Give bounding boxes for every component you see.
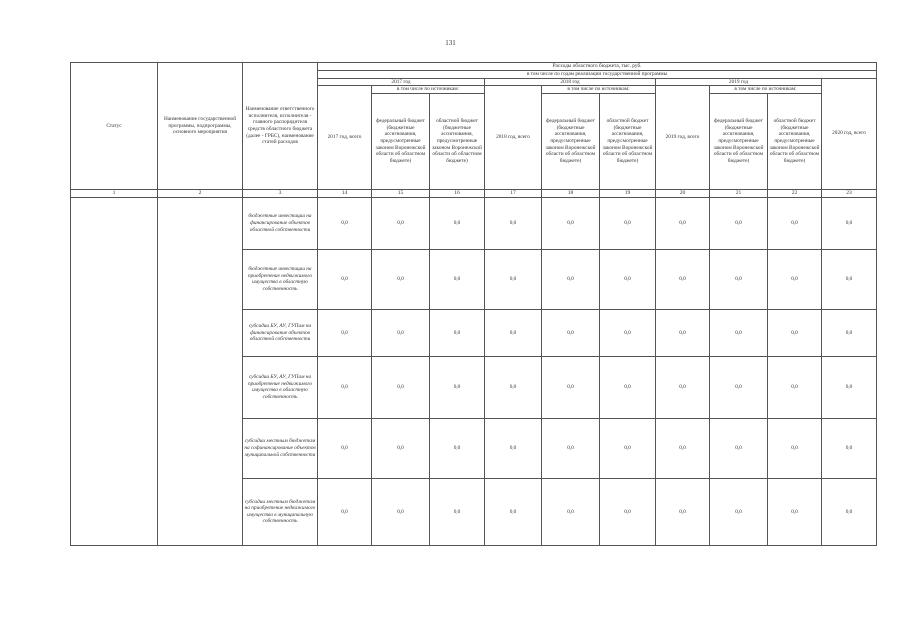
value-cell: 0,0 <box>710 249 768 309</box>
value-cell: 0,0 <box>656 418 710 478</box>
column-number: 19 <box>600 189 656 197</box>
column-number: 18 <box>542 189 600 197</box>
column-number: 17 <box>485 189 542 197</box>
value-cell: 0,0 <box>768 309 822 356</box>
value-cell: 0,0 <box>430 356 485 418</box>
value-cell: 0,0 <box>600 418 656 478</box>
column-number: 1 <box>71 189 158 197</box>
header-federal-2017: федеральный бюджет (бюджетные ассигнования, предусмотренные законом Воронежской области об областном бюджете) <box>372 93 430 189</box>
value-cell: 0,0 <box>600 356 656 418</box>
value-cell: 0,0 <box>656 478 710 545</box>
expense-item-name: субсидии местным бюджетам на софинансирование объектов муниципальной собственности <box>243 418 318 478</box>
header-by-years: в том числе по годам реализации государственной программы <box>318 71 877 79</box>
header-sources-2019: в том числе по источникам: <box>710 86 822 94</box>
value-cell: 0,0 <box>430 418 485 478</box>
header-sources-2017: в том числе по источникам: <box>372 86 485 94</box>
header-year-2017: 2017 год <box>318 78 485 86</box>
value-cell: 0,0 <box>318 309 372 356</box>
expense-item-name: бюджетные инвестиции на финансирование объектов областной собственности <box>243 197 318 249</box>
value-cell: 0,0 <box>485 356 542 418</box>
value-cell: 0,0 <box>485 249 542 309</box>
value-cell: 0,0 <box>822 356 877 418</box>
column-number: 2 <box>158 189 243 197</box>
value-cell: 0,0 <box>710 478 768 545</box>
value-cell: 0,0 <box>485 309 542 356</box>
header-program-name: Наименование государственной программы, подпрограммы, основного мероприятия <box>158 63 243 190</box>
value-cell: 0,0 <box>656 197 710 249</box>
header-year-2019: 2019 год <box>656 78 822 86</box>
column-number: 16 <box>430 189 485 197</box>
value-cell: 0,0 <box>542 309 600 356</box>
value-cell: 0,0 <box>710 356 768 418</box>
value-cell: 0,0 <box>600 197 656 249</box>
expense-item-name: субсидии БУ, АУ, ГУПам на финансирование объектов областной собственности <box>243 309 318 356</box>
value-cell: 0,0 <box>656 356 710 418</box>
value-cell: 0,0 <box>768 478 822 545</box>
header-sources-2018: в том числе по источникам: <box>542 86 656 94</box>
program-cell <box>158 197 243 545</box>
value-cell: 0,0 <box>430 478 485 545</box>
value-cell: 0,0 <box>768 249 822 309</box>
header-total-2018: 2018 год, всего <box>485 86 542 190</box>
value-cell: 0,0 <box>600 309 656 356</box>
column-number: 15 <box>372 189 430 197</box>
value-cell: 0,0 <box>822 309 877 356</box>
value-cell: 0,0 <box>710 418 768 478</box>
value-cell: 0,0 <box>372 478 430 545</box>
value-cell: 0,0 <box>822 249 877 309</box>
value-cell: 0,0 <box>822 478 877 545</box>
value-cell: 0,0 <box>710 309 768 356</box>
value-cell: 0,0 <box>485 418 542 478</box>
value-cell: 0,0 <box>656 309 710 356</box>
value-cell: 0,0 <box>318 197 372 249</box>
header-federal-2018: федеральный бюджет (бюджетные ассигнования, предусмотренные законом Воронежской области об областном бюджете) <box>542 93 600 189</box>
value-cell: 0,0 <box>372 249 430 309</box>
value-cell: 0,0 <box>430 249 485 309</box>
value-cell: 0,0 <box>372 309 430 356</box>
value-cell: 0,0 <box>600 249 656 309</box>
expense-item-name: субсидии местным бюджетам на приобретение недвижимого имущества в муниципальную собственность <box>243 478 318 545</box>
column-number: 23 <box>822 189 877 197</box>
header-regional-2019: областной бюджет (бюджетные ассигнования, предусмотренные законом Воронежской области об областном бюджете) <box>768 93 822 189</box>
value-cell: 0,0 <box>318 249 372 309</box>
status-cell <box>71 197 158 545</box>
column-number: 21 <box>710 189 768 197</box>
header-total-2019: 2019 год, всего <box>656 86 710 190</box>
value-cell: 0,0 <box>768 418 822 478</box>
value-cell: 0,0 <box>542 197 600 249</box>
value-cell: 0,0 <box>600 478 656 545</box>
header-total-2020: 2020 год, всего <box>822 78 877 189</box>
value-cell: 0,0 <box>542 478 600 545</box>
header-executor: Наименование ответственного исполнителя, исполнителя - главного распорядителя средств областного бюджета (далее - ГРБС), наименование статей расходов <box>243 63 318 190</box>
value-cell: 0,0 <box>485 197 542 249</box>
page-number: 131 <box>445 39 456 47</box>
column-numbers-row <box>71 189 877 197</box>
column-number: 22 <box>768 189 822 197</box>
header-expenses-title: Расходы областного бюджета, тыс. руб. <box>318 63 877 71</box>
header-status: Статус <box>71 63 158 190</box>
value-cell: 0,0 <box>542 418 600 478</box>
value-cell: 0,0 <box>768 197 822 249</box>
value-cell: 0,0 <box>822 197 877 249</box>
budget-table <box>70 62 877 546</box>
value-cell: 0,0 <box>542 356 600 418</box>
value-cell: 0,0 <box>768 356 822 418</box>
value-cell: 0,0 <box>318 478 372 545</box>
header-federal-2019: федеральный бюджет (бюджетные ассигнования, предусмотренные законом Воронежской области об областном бюджете) <box>710 93 768 189</box>
value-cell: 0,0 <box>542 249 600 309</box>
value-cell: 0,0 <box>710 197 768 249</box>
expense-item-name: субсидии БУ, АУ, ГУПам на приобретение недвижимого имущества в областную собственность <box>243 356 318 418</box>
value-cell: 0,0 <box>318 418 372 478</box>
header-regional-2018: областной бюджет (бюджетные ассигнования, предусмотренные законом Воронежской области об областном бюджете) <box>600 93 656 189</box>
table-row <box>71 197 877 249</box>
value-cell: 0,0 <box>430 309 485 356</box>
column-number: 20 <box>656 189 710 197</box>
value-cell: 0,0 <box>372 418 430 478</box>
value-cell: 0,0 <box>372 197 430 249</box>
value-cell: 0,0 <box>372 356 430 418</box>
header-regional-2017: областной бюджет (бюджетные ассигнования, предусмотренные законом Воронежской области об областном бюджете) <box>430 93 485 189</box>
expense-item-name: бюджетные инвестиции на приобретение недвижимого имущества в областную собственность <box>243 249 318 309</box>
column-number: 3 <box>243 189 318 197</box>
header-year-2018: 2018 год <box>485 78 656 86</box>
value-cell: 0,0 <box>656 249 710 309</box>
column-number: 14 <box>318 189 372 197</box>
value-cell: 0,0 <box>430 197 485 249</box>
value-cell: 0,0 <box>318 356 372 418</box>
value-cell: 0,0 <box>822 418 877 478</box>
value-cell: 0,0 <box>485 478 542 545</box>
header-total-2017: 2017 год, всего <box>318 86 372 190</box>
